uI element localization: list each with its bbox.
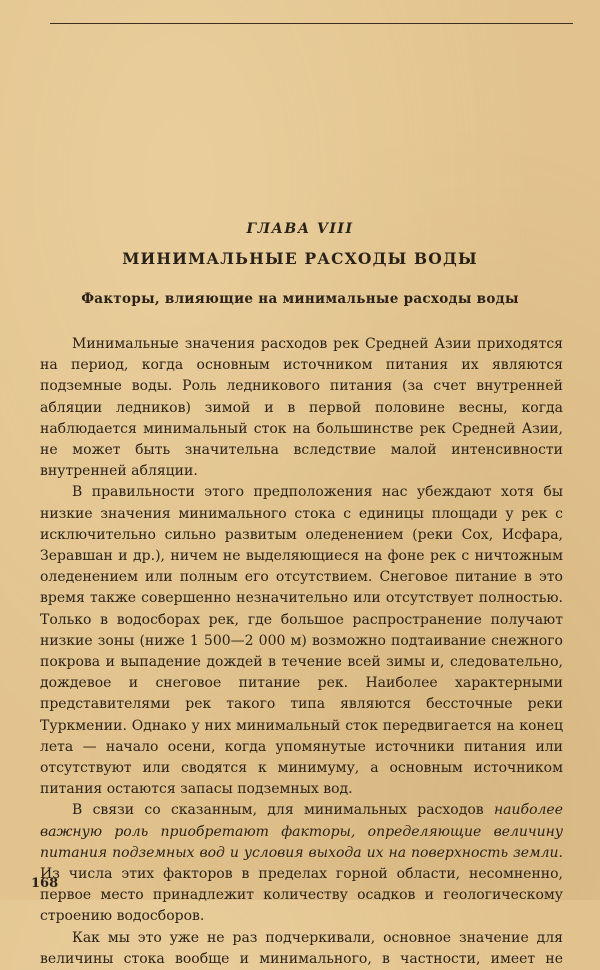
section-title: Факторы, влияющие на минимальные расходы воды	[81, 291, 519, 307]
body-text	[40, 334, 563, 970]
chapter-title: МИНИМАЛЬНЫЕ РАСХОДЫ ВОДЫ	[122, 249, 478, 268]
paragraph-text: Из числа этих факторов в пределах горной области, несомненно, первое место принадлежит количеству осадков и геологическому строению водосборов.	[40, 866, 563, 925]
chapter-label: ГЛАВА VIII	[246, 221, 354, 237]
paragraph: Как мы это уже не раз подчеркивали, основное значение для величины стока вообще и минимального, в частности, имеет не	[40, 929, 563, 967]
paragraph: Минимальные значения расходов рек Средней Азии приходятся на период, когда основным источником питания их являются подземные воды. Роль ледникового питания (за счет внутренней абляции ледников) зимой и в первой половине весны, когда наблюдается минимальный сток на большинстве рек Средней Азии, не может быть значительна вследствие малой интенсивности внутренней абляции.	[40, 336, 563, 480]
italic-emphasis: наиболее важную роль приобретают факторы, определяющие величину питания подземных вод и условия выхода их на поверхность земли.	[40, 802, 563, 861]
header-rule	[50, 23, 573, 24]
paragraph	[40, 800, 563, 927]
paragraph-text: В связи со сказанным, для минимальных расходов	[72, 802, 494, 819]
paragraph: В правильности этого предположения нас убеждают хотя бы низкие значения минимального стока с единицы площади у рек с исключительно сильно развитым оледенением (реки Сох, Исфара, Зеравшан и др.), ничем не выделяющиеся на фоне рек с ничтожным оледенением или полным его отсутствием. Снеговое питание в это время также совершенно незначительно или отсутствует полностью. Только в водосборах рек, где большое распространение получают низкие зоны (ниже 1 500—2 000 м) возможно подтаивание снежного покрова и выпадение дождей в течение всей зимы и, следовательно, дождевое и снеговое питание рек. Наиболее характерными представителями рек такого типа являются бессточные реки Туркмении. Однако у них минимальный сток передвигается на конец лета — начало осени, когда упомянутые источники питания или отсутствуют или сводятся к минимуму, а основным источником питания остаются запасы подземных вод.	[40, 484, 563, 798]
page-number: 168	[31, 876, 59, 891]
